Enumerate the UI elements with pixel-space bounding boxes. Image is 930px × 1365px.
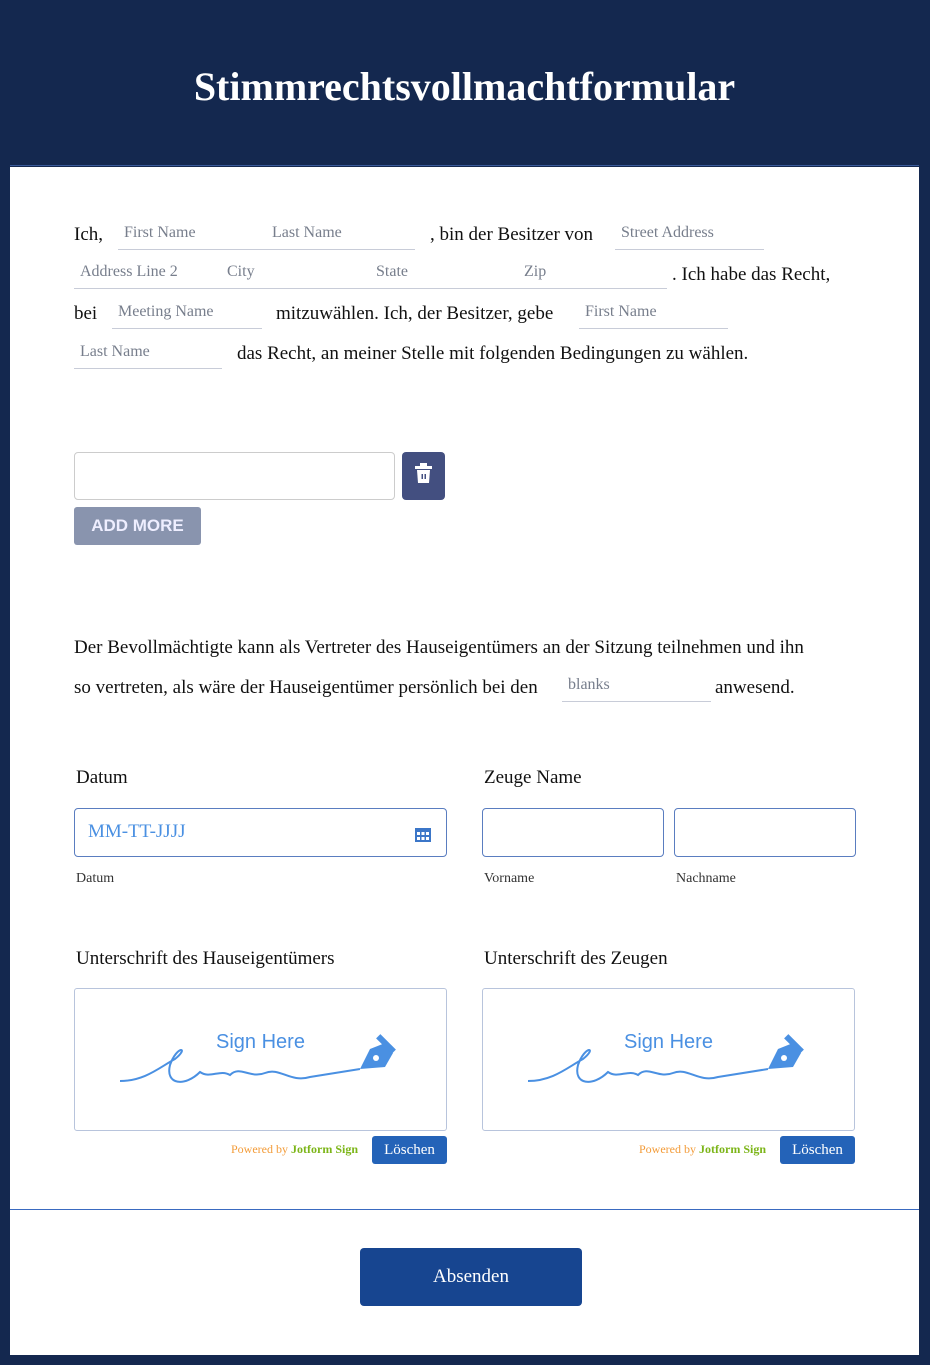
blanks-input[interactable]: blanks bbox=[562, 674, 711, 702]
owner-signature-pad[interactable] bbox=[74, 988, 447, 1131]
city-input[interactable]: City bbox=[221, 261, 371, 289]
last-name-input[interactable]: Last Name bbox=[266, 222, 415, 250]
first-name-2-input[interactable]: First Name bbox=[579, 301, 728, 329]
witness-last-sublabel: Nachname bbox=[676, 871, 736, 886]
date-label: Datum bbox=[76, 767, 128, 788]
witness-first-input[interactable] bbox=[482, 808, 664, 857]
add-more-button[interactable]: ADD MORE bbox=[74, 507, 201, 545]
text: so vertreten, als wäre der Hauseigentümer persönlich bei den bbox=[74, 677, 538, 698]
date-input[interactable] bbox=[74, 808, 447, 857]
condition-input[interactable] bbox=[74, 452, 395, 500]
submit-button[interactable]: Absenden bbox=[360, 1248, 582, 1306]
form-panel bbox=[10, 167, 919, 1355]
delete-button[interactable] bbox=[402, 452, 445, 500]
pen-icon bbox=[523, 1027, 823, 1091]
text: . Ich habe das Recht, bbox=[672, 264, 831, 285]
text: Ich, bbox=[74, 224, 104, 245]
text: das Recht, an meiner Stelle mit folgenden Bedingungen zu wählen. bbox=[237, 343, 749, 364]
last-name-2-input[interactable]: Last Name bbox=[74, 341, 222, 369]
text: , bin der Besitzer von bbox=[430, 224, 594, 245]
meeting-name-input[interactable]: Meeting Name bbox=[112, 301, 262, 329]
text: Der Bevollmächtigte kann als Vertreter des Hauseigentümers an der Sitzung teilnehmen und ihn bbox=[74, 637, 804, 658]
owner-signature-label: Unterschrift des Hauseigentümers bbox=[76, 948, 335, 969]
pen-icon bbox=[115, 1027, 415, 1091]
zip-input[interactable]: Zip bbox=[518, 261, 667, 289]
trash-icon bbox=[402, 452, 445, 500]
text: mitzuwählen. Ich, der Besitzer, gebe bbox=[276, 303, 554, 324]
state-input[interactable]: State bbox=[370, 261, 520, 289]
form-title: Stimmrechtsvollmachtformular bbox=[193, 64, 736, 109]
witness-signature-label: Unterschrift des Zeugen bbox=[484, 948, 668, 969]
powered-by: Powered by Jotform Sign bbox=[639, 1142, 766, 1156]
clear-owner-signature-button[interactable]: Löschen bbox=[372, 1136, 447, 1164]
clear-witness-signature-button[interactable]: Löschen bbox=[780, 1136, 855, 1164]
witness-signature-pad[interactable] bbox=[482, 988, 855, 1131]
sign-here-text: Sign Here bbox=[624, 1031, 713, 1053]
address-line2-input[interactable]: Address Line 2 bbox=[74, 261, 224, 289]
calendar-icon[interactable] bbox=[414, 825, 432, 843]
street-address-input[interactable]: Street Address bbox=[615, 222, 764, 250]
witness-last-input[interactable] bbox=[674, 808, 856, 857]
first-name-input[interactable]: First Name bbox=[118, 222, 268, 250]
witness-label: Zeuge Name bbox=[484, 767, 582, 788]
text: bei bbox=[74, 303, 98, 324]
text: anwesend. bbox=[715, 677, 795, 698]
witness-first-sublabel: Vorname bbox=[484, 871, 535, 886]
date-placeholder: MM-TT-JJJJ bbox=[88, 821, 186, 842]
divider bbox=[10, 1209, 919, 1210]
powered-by: Powered by Jotform Sign bbox=[231, 1142, 358, 1156]
sign-here-text: Sign Here bbox=[216, 1031, 305, 1053]
form-header bbox=[10, 10, 919, 166]
date-sublabel: Datum bbox=[76, 871, 115, 886]
